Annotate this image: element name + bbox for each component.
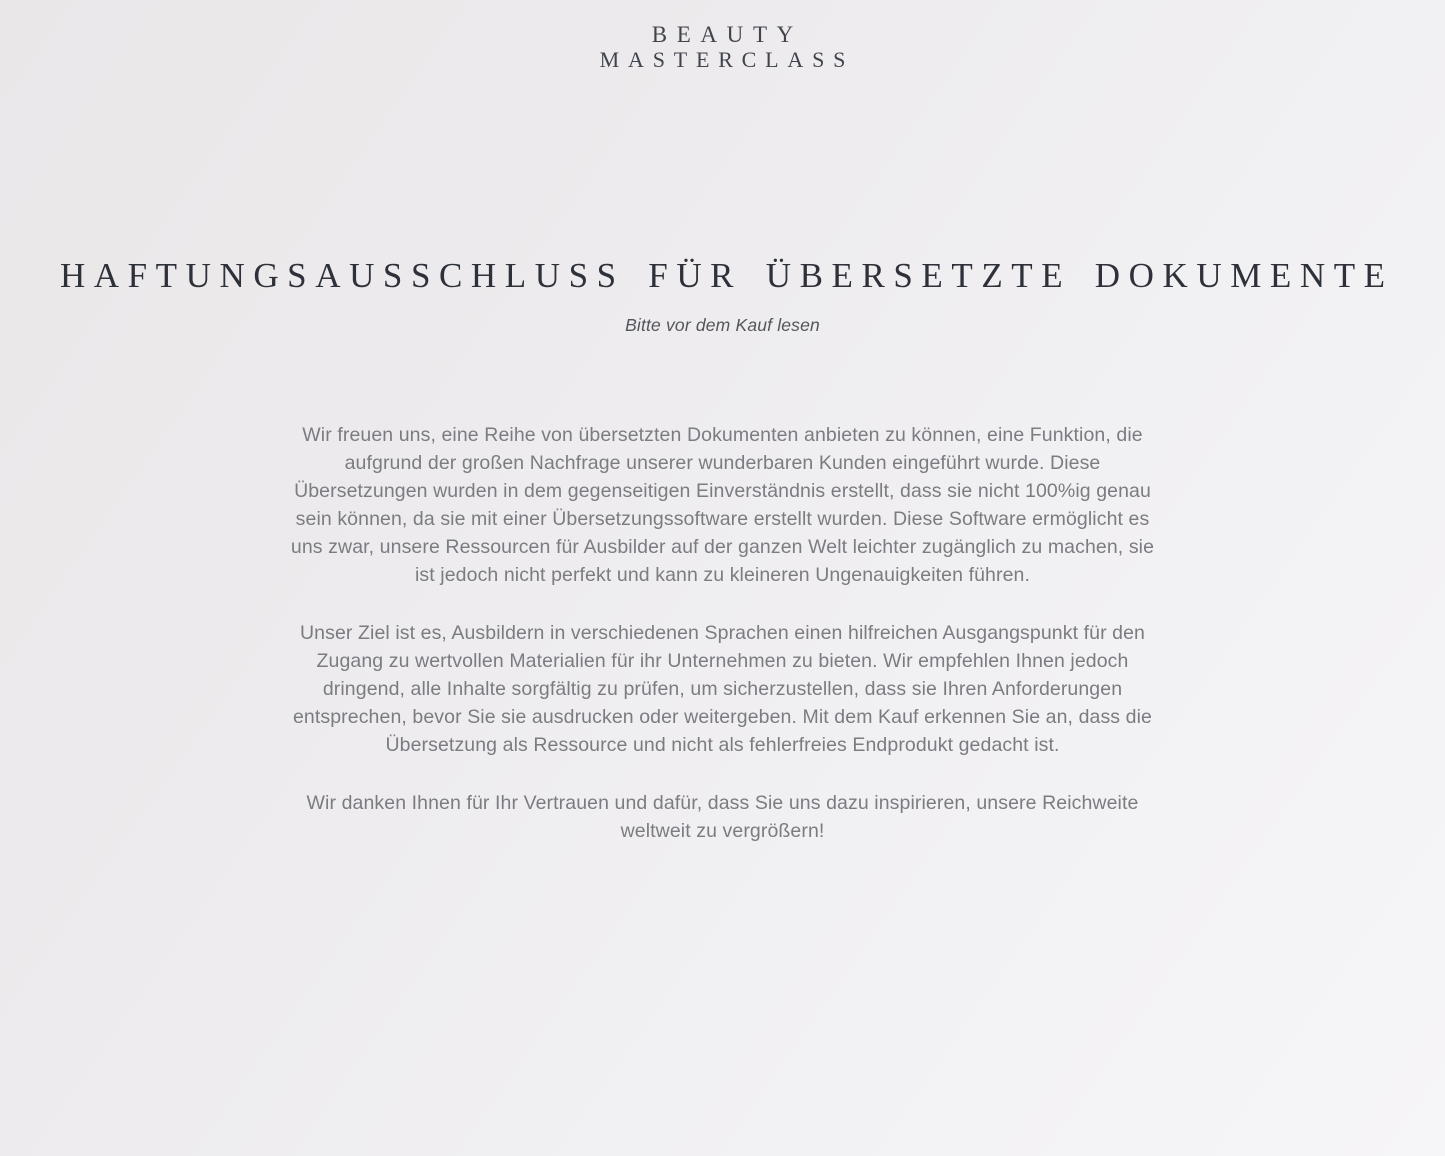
page-title: HAFTUNGSAUSSCHLUSS FÜR ÜBERSETZTE DOKUMENTE: [59, 256, 1394, 295]
body-text: [279, 421, 1167, 845]
brand-logo-line2: MASTERCLASS: [599, 47, 855, 72]
brand-logo-line1: BEAUTY: [651, 22, 803, 47]
paragraph-intro: Wir freuen uns, eine Reihe von übersetzten Dokumenten anbieten zu können, eine Funktion, die aufgrund der großen Nachfrage unserer wunderbaren Kunden eingeführt wurde. Diese Übersetzungen wurden in dem gegenseitigen Einverständnis erstellt, dass sie nicht 100%ig genau sein können, da sie mit einer Übersetzungssoftware erstellt wurden. Diese Software ermöglicht es uns zwar, unsere Ressourcen für Ausbilder auf der ganzen Welt leichter zugänglich zu machen, sie ist jedoch nicht perfekt und kann zu kleineren Ungenauigkeiten führen.: [290, 424, 1155, 586]
brand-logo: [0, 22, 1445, 72]
paragraph-thanks: Wir danken Ihnen für Ihr Vertrauen und dafür, dass Sie uns dazu inspirieren, unsere Reichweite weltweit zu vergrößern!: [306, 792, 1139, 842]
page-subtitle: Bitte vor dem Kauf lesen: [625, 315, 820, 335]
paragraph-goal: Unser Ziel ist es, Ausbildern in verschiedenen Sprachen einen hilfreichen Ausgangspunkt für den Zugang zu wertvollen Materialien für ihr Unternehmen zu bieten. Wir empfehlen Ihnen jedoch dringend, alle Inhalte sorgfältig zu prüfen, um sicherzustellen, dass sie Ihren Anforderungen entsprechen, bevor Sie sie ausdrucken oder weitergeben. Mit dem Kauf erkennen Sie an, dass die Übersetzung als Ressource und nicht als fehlerfreies Endprodukt gedacht ist.: [292, 622, 1152, 756]
